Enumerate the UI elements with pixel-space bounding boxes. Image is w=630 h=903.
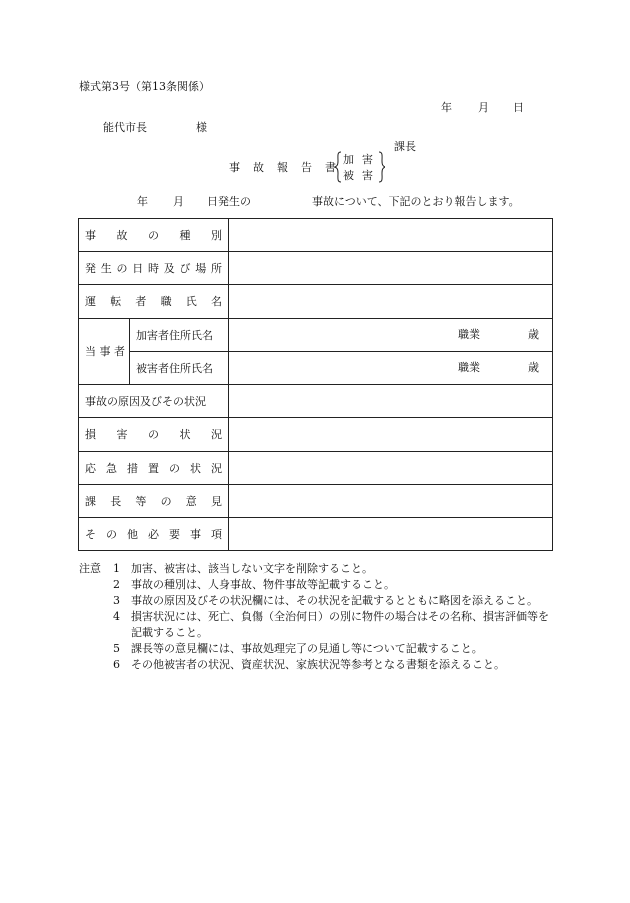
table-row	[79, 485, 553, 518]
input-other[interactable]	[229, 518, 553, 551]
addressee: 能代市長	[103, 121, 147, 134]
note-text: 課長等の意見欄には、事故処理完了の見通し等について記載すること。	[131, 642, 483, 655]
input-cause[interactable]	[229, 385, 553, 418]
note-number: 4	[113, 610, 120, 623]
row-label-datetime-place: 発 生 の 日 時 及 び 場 所	[85, 261, 222, 275]
input-emergency[interactable]	[229, 452, 553, 485]
input-opinion[interactable]	[229, 485, 553, 518]
table-row	[79, 285, 553, 319]
notes-section	[79, 561, 549, 673]
note-number: 6	[113, 658, 120, 671]
list-item	[79, 657, 549, 673]
date-month-label: 月	[478, 101, 489, 114]
victim-age-label: 歳	[528, 361, 539, 374]
list-item	[79, 577, 549, 593]
report-table	[78, 218, 553, 551]
assailant-job-label: 職業	[458, 328, 480, 341]
date-year-label: 年	[441, 101, 452, 114]
input-assailant[interactable]	[229, 319, 553, 352]
intro-text: 事故について、下記のとおり報告します。	[312, 195, 520, 208]
note-text: 事故の原因及びその状況欄には、その状況を記載するとともに略図を添えること。	[131, 594, 538, 607]
input-accident-type[interactable]	[229, 219, 553, 252]
sub-label-assailant: 加害者住所氏名	[130, 319, 229, 352]
assailant-age-label: 歳	[528, 328, 539, 341]
list-item	[79, 561, 549, 577]
title-option-victim: 被害	[343, 169, 381, 182]
row-label-cause: 事故の原因及びその状況	[79, 385, 229, 418]
intro-day: 日発生の	[207, 195, 251, 208]
row-label-other: そ の 他 必 要 事 項	[85, 527, 222, 541]
form-number: 様式第3号（第13条関係）	[79, 80, 210, 93]
note-number: 5	[113, 642, 120, 655]
intro-year: 年	[137, 195, 148, 208]
intro-month: 月	[173, 195, 184, 208]
note-text: その他被害者の状況、資産状況、家族状況等参考となる書類を添えること。	[131, 658, 505, 671]
table-row	[79, 319, 553, 352]
row-label-damage: 損 害 の 状 況	[85, 428, 222, 441]
input-datetime-place[interactable]	[229, 252, 553, 285]
table-row	[79, 219, 553, 252]
input-driver[interactable]	[229, 285, 553, 319]
table-row	[79, 452, 553, 485]
table-row	[79, 252, 553, 285]
input-damage[interactable]	[229, 418, 553, 452]
row-label-driver: 運 転 者 職 氏 名	[85, 295, 222, 308]
input-victim[interactable]	[229, 352, 553, 385]
report-title: 事故報告書	[229, 161, 349, 174]
list-item	[79, 609, 549, 641]
table-row	[79, 385, 553, 418]
row-label-opinion: 課 長 等 の 意 見	[85, 494, 222, 508]
list-item	[79, 641, 549, 657]
row-label-parties: 当 事 者	[85, 345, 125, 358]
honorific: 様	[196, 121, 207, 134]
list-item	[79, 593, 549, 609]
title-option-assailant: 加害	[343, 153, 381, 166]
note-text: 損害状況には、死亡、負傷（全治何日）の別に物件の場合はその名称、損害評価等を記載すること。	[131, 610, 549, 639]
notes-heading: 注意	[79, 562, 101, 575]
table-row	[79, 352, 553, 385]
row-label-emergency: 応 急 措 置 の 状 況	[85, 461, 222, 475]
victim-job-label: 職業	[458, 361, 480, 374]
table-row	[79, 418, 553, 452]
note-number: 1	[113, 562, 120, 575]
sub-label-victim: 被害者住所氏名	[130, 352, 229, 385]
note-text: 事故の種別は、人身事故、物件事故等記載すること。	[131, 578, 395, 591]
note-text: 加害、被害は、該当しない文字を削除すること。	[131, 562, 373, 575]
table-row	[79, 518, 553, 551]
note-number: 2	[113, 578, 120, 591]
note-number: 3	[113, 594, 120, 607]
row-label-accident-type: 事 故 の 種 別	[85, 228, 222, 242]
date-day-label: 日	[513, 101, 524, 114]
issuer-title: 課長	[394, 140, 416, 153]
